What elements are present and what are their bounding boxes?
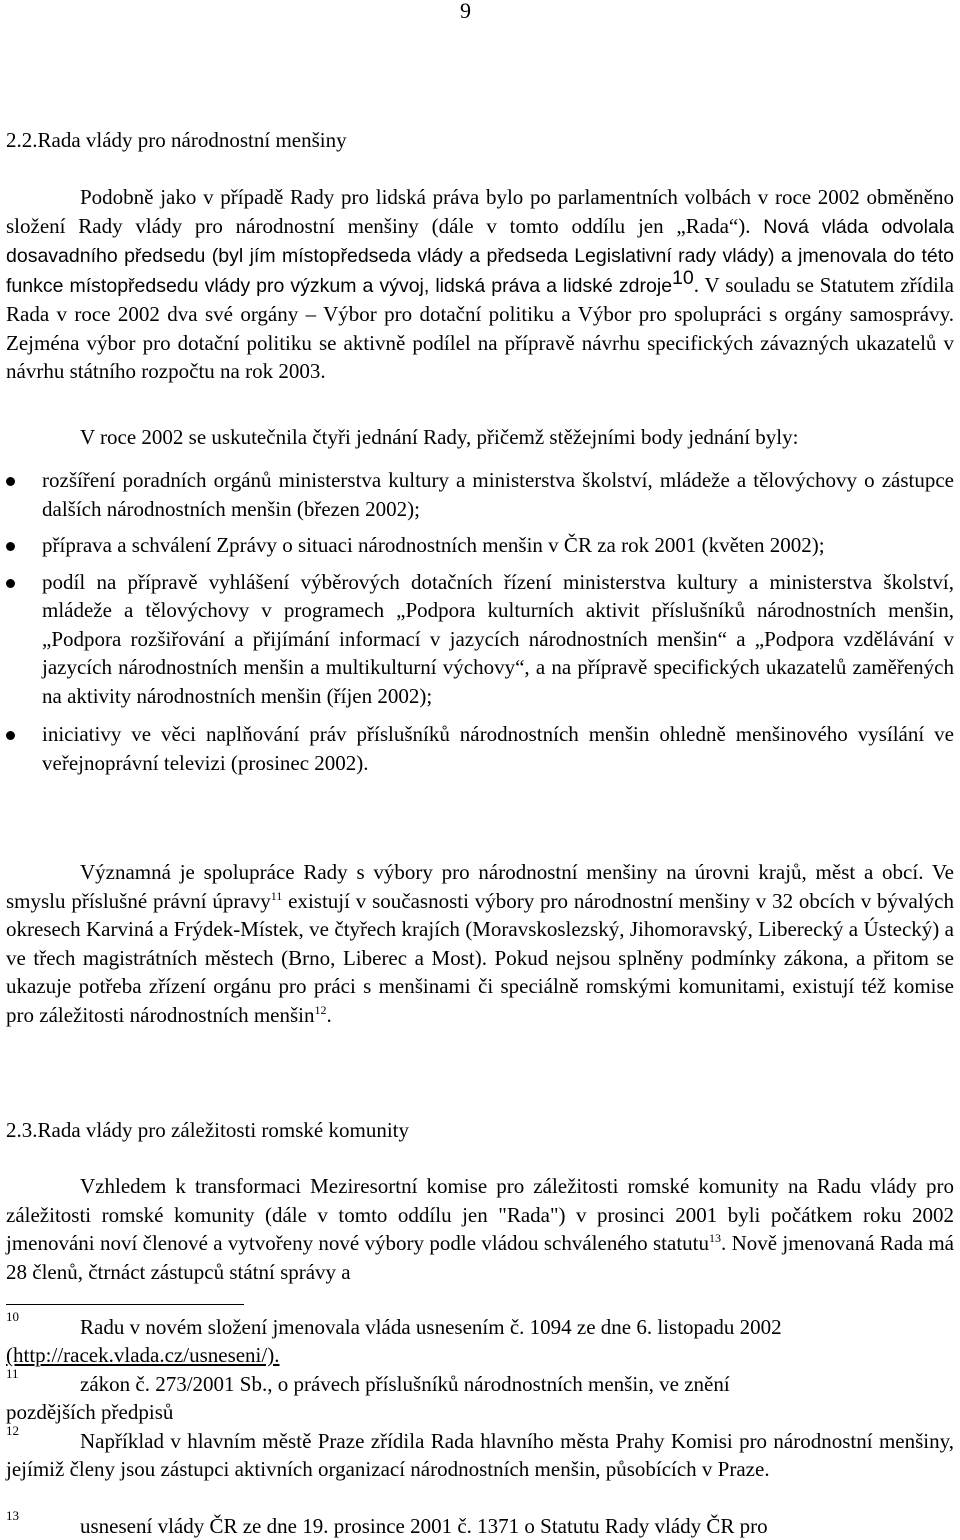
page-number: 9 bbox=[460, 0, 471, 23]
bullet-icon bbox=[6, 579, 15, 588]
paragraph-rada-menšiny: Podobně jako v případě Rady pro lidská práva bylo po parlamentních volbách v roce 2002 obměněno složení Rady vlády pro národnostní menšiny (dále v tomto oddílu jen „Rada“). Nová vláda odvolala dosavadního předsedu (byl jím místopředseda vlády a předseda Legislativní rady vlády) a jmenovala do této funkce místopředsedu vlády pro výzkum a vývoj, lidská práva a lidské zdroje$^{10}$. V souladu se Statutem zřídila Rada v roce 2002 dva své orgány – Výbor pro dotační politiku a Výbor pro spolupráci s orgány samosprávy. Zejména výbor pro dotační politiku se aktivně podílel na přípravě návrhu specifických závazných ukazatelů v návrhu státního rozpočtu na rok 2003. bbox=[6, 185, 955, 383]
bullet-list-jednani bbox=[6, 466, 954, 785]
footnote-12: 12 Například v hlavním městě Praze zřídila Rada hlavního města Prahy Komisi pro národnostní menšiny, jejímiž členy jsou zástupci aktivních organizací národnostních menšin, působících v Praze. bbox=[6, 1423, 954, 1481]
section-heading-2-3: 2.3.Rada vlády pro záležitosti romské komunity bbox=[6, 1118, 409, 1142]
footnote-10: 10 Radu v novém složení jmenovala vláda usnesením č. 1094 ze dne 6. listopadu 2002 (http://racek.vlada.cz/usneseni/). bbox=[6, 1313, 954, 1369]
list-item: rozšíření poradních orgánů ministerstva kultury a ministerstva školství, mládeže a tělovýchovy o zástupce dalších národnostních menšin (březen 2002); bbox=[6, 466, 954, 523]
footnote-13: 13 usnesení vlády ČR ze dne 19. prosince 2001 č. 1371 o Statutu Rady vlády ČR pro bbox=[6, 1508, 768, 1538]
list-item: příprava a schválení Zprávy o situaci národnostních menšin v ČR za rok 2001 (květen 2002); bbox=[6, 531, 954, 560]
footnote-separator bbox=[6, 1304, 244, 1305]
paragraph-jednani-rady: V roce 2002 se uskutečnila čtyři jednání Rady, přičemž stěžejními body jednání byly: bbox=[80, 425, 799, 449]
footnote-link[interactable]: (http://racek.vlada.cz/usneseni/). bbox=[6, 1343, 280, 1367]
bullet-icon bbox=[6, 542, 15, 551]
paragraph-spoluprace-vybory: Významná je spolupráce Rady s výbory pro národnostní menšiny na úrovni krajů, měst a obcí. Ve smyslu příslušné právní úpravy$^{11}$ existují v současnosti výbory pro národnostní menšiny v 32 obcích v bývalých okresech Karviná a Frýdek-Místek, ve čtyřech krajích (Moravskoslezský, Jihomoravský, Liberecký a Ústecký) a ve třech magistrátních městech (Brno, Liberec a Most). Pokud nejsou splněny podmínky zákona, a přitom se ukazuje potřeba zřízení orgánu pro práci s menšinami či speciálně romskými komunitami, existují též komise pro záležitosti národnostních menšin$^{12}$. bbox=[6, 860, 954, 1027]
section-heading-2-2: 2.2.Rada vlády pro národnostní menšiny bbox=[6, 128, 347, 152]
bullet-icon bbox=[6, 731, 15, 740]
footnote-11: 11 zákon č. 273/2001 Sb., o právech příslušníků národnostních menšin, ve znění pozdějších předpisů bbox=[6, 1366, 730, 1424]
list-item: iniciativy ve věci naplňování práv příslušníků národnostních menšin ohledně menšinového vysílání ve veřejnoprávní televizi (prosinec 2002). bbox=[6, 720, 954, 777]
list-item: podíl na přípravě vyhlášení výběrových dotačních řízení ministerstva kultury a ministerstva školství, mládeže a tělovýchovy v programech „Podpora kulturních aktivit příslušníků národnostních menšin, „Podpora rozšiřování a přijímání informací v jazycích národnostních menšin“ a „Podpora vzdělávání v jazycích národnostních menšin a multikulturní výchovy“, a na přípravě specifických ukazatelů zaměřených na aktivity národnostních menšin (říjen 2002); bbox=[6, 568, 954, 711]
bullet-icon bbox=[6, 477, 15, 486]
paragraph-romska-komunita: Vzhledem k transformaci Meziresortní komise pro záležitosti romské komunity na Radu vlády pro záležitosti romské komunity (dále v tomto oddílu jen "Rada") v prosinci 2001 byli počátkem roku 2002 jmenováni noví členové a vytvořeny nové výbory podle vládou schváleného statutu$^{13}$. Nově jmenovaná Rada má 28 členů, čtrnáct zástupců státní správy a bbox=[6, 1174, 954, 1284]
